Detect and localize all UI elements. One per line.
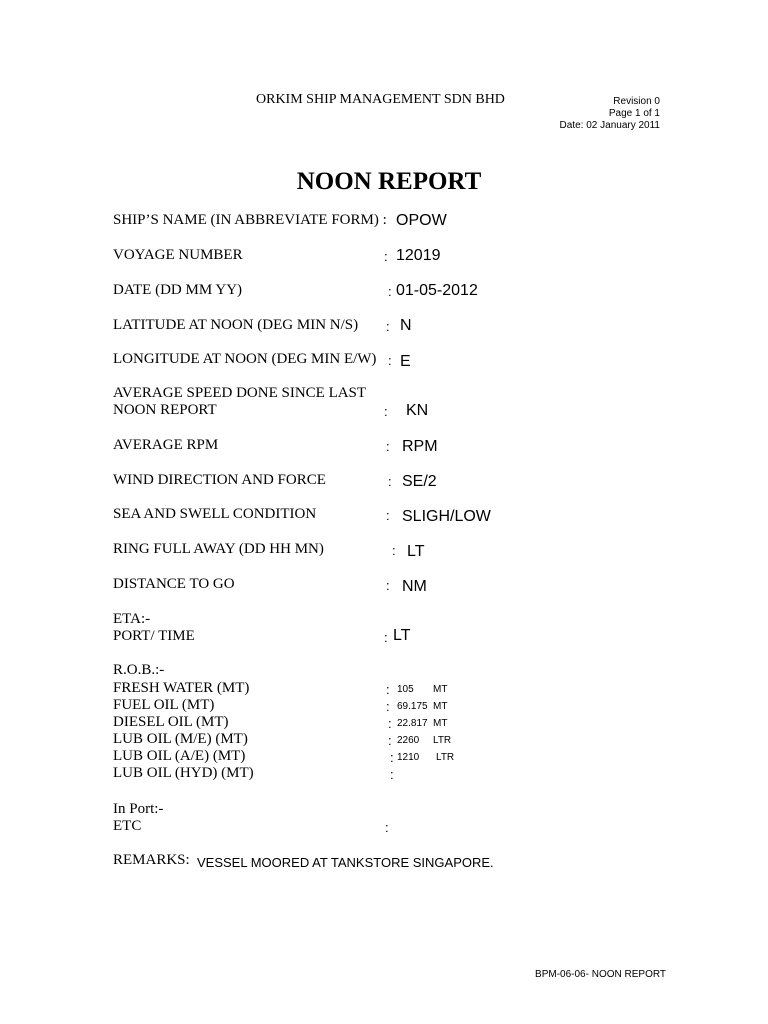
rob-row-unit: MT [433,684,448,695]
wind-colon: : [388,474,392,489]
distance-to-go-value: NM [402,578,427,595]
ship-name-label: SHIP’S NAME (IN ABBREVIATE FORM) : [113,212,387,228]
wind-value: SE/2 [402,473,437,490]
longitude-value: E [400,353,411,370]
date-colon: : [388,284,392,299]
sea-swell-label: SEA AND SWELL CONDITION [113,506,317,522]
date-label: DATE (DD MM YY) [113,282,243,298]
remarks-label: REMARKS: [113,852,190,868]
longitude-colon: : [388,353,392,368]
rob-row-colon: : [390,767,394,782]
footer-code: BPM-06-06- NOON REPORT [535,969,666,980]
rob-row-value: 69.175 [397,701,428,712]
latitude-colon: : [386,319,390,334]
rob-row-value: 105 [397,684,414,695]
rob-row-label: DIESEL OIL (MT) [113,714,229,730]
voyage-number-colon: : [384,249,388,264]
wind-label: WIND DIRECTION AND FORCE [113,472,326,488]
distance-to-go-label: DISTANCE TO GO [113,576,235,592]
longitude-label: LONGITUDE AT NOON (DEG MIN E/W) [113,351,377,367]
revision-text: Revision 0 [613,96,660,107]
voyage-number-value: 12019 [396,247,441,264]
rob-row-label: FUEL OIL (MT) [113,697,215,713]
rob-row-colon: : [388,733,392,748]
avg-speed-label-line2: NOON REPORT [113,402,217,418]
rob-heading: R.O.B.:- [113,662,165,678]
latitude-label: LATITUDE AT NOON (DEG MIN N/S) [113,317,359,333]
rob-row-label: LUB OIL (A/E) (MT) [113,748,246,764]
rob-row-unit: LTR [433,735,452,746]
rob-row-unit: LTR [436,752,455,763]
rob-row-label: FRESH WATER (MT) [113,680,250,696]
rob-row-colon: : [386,699,390,714]
date-value: 01-05-2012 [396,282,478,299]
remarks-value: VESSEL MOORED AT TANKSTORE SINGAPORE. [197,855,494,870]
page-title: NOON REPORT [296,168,482,195]
eta-label-line2: PORT/ TIME [113,628,195,644]
eta-label-line1: ETA:- [113,611,151,627]
company-name: ORKIM SHIP MANAGEMENT SDN BHD [256,92,505,107]
rob-row-unit: MT [433,701,448,712]
eta-colon: : [384,630,388,645]
rob-row-value: 1210 [397,752,420,763]
avg-rpm-label: AVERAGE RPM [113,437,219,453]
avg-rpm-value: RPM [402,438,438,455]
document-date: Date: 02 January 2011 [559,120,660,131]
eta-value: LT [393,627,411,644]
rob-row-value: 22.817 [397,718,428,729]
avg-rpm-colon: : [386,439,390,454]
avg-speed-colon: : [384,404,388,419]
ship-name-value: OPOW [396,212,447,229]
latitude-value: N [400,317,412,334]
avg-speed-label-line1: AVERAGE SPEED DONE SINCE LAST [113,385,367,401]
rob-row-colon: : [386,682,390,697]
in-port-label-line1: In Port:- [113,801,164,817]
rob-row-colon: : [388,716,392,731]
sea-swell-colon: : [386,508,390,523]
rob-row-label: LUB OIL (M/E) (MT) [113,731,248,747]
rob-row-label: LUB OIL (HYD) (MT) [113,765,254,781]
distance-to-go-colon: : [386,578,390,593]
sea-swell-value: SLIGH/LOW [402,508,491,525]
rob-row-colon: : [390,750,394,765]
in-port-colon: : [385,820,389,835]
voyage-number-label: VOYAGE NUMBER [113,247,243,263]
ring-full-away-label: RING FULL AWAY (DD HH MN) [113,541,324,557]
ring-full-away-colon: : [392,543,396,558]
avg-speed-value: KN [406,402,429,419]
rob-row-unit: MT [433,718,448,729]
ring-full-away-value: LT [407,543,425,560]
in-port-label-line2: ETC [113,818,142,834]
page-number: Page 1 of 1 [608,108,660,119]
rob-row-value: 2260 [397,735,420,746]
